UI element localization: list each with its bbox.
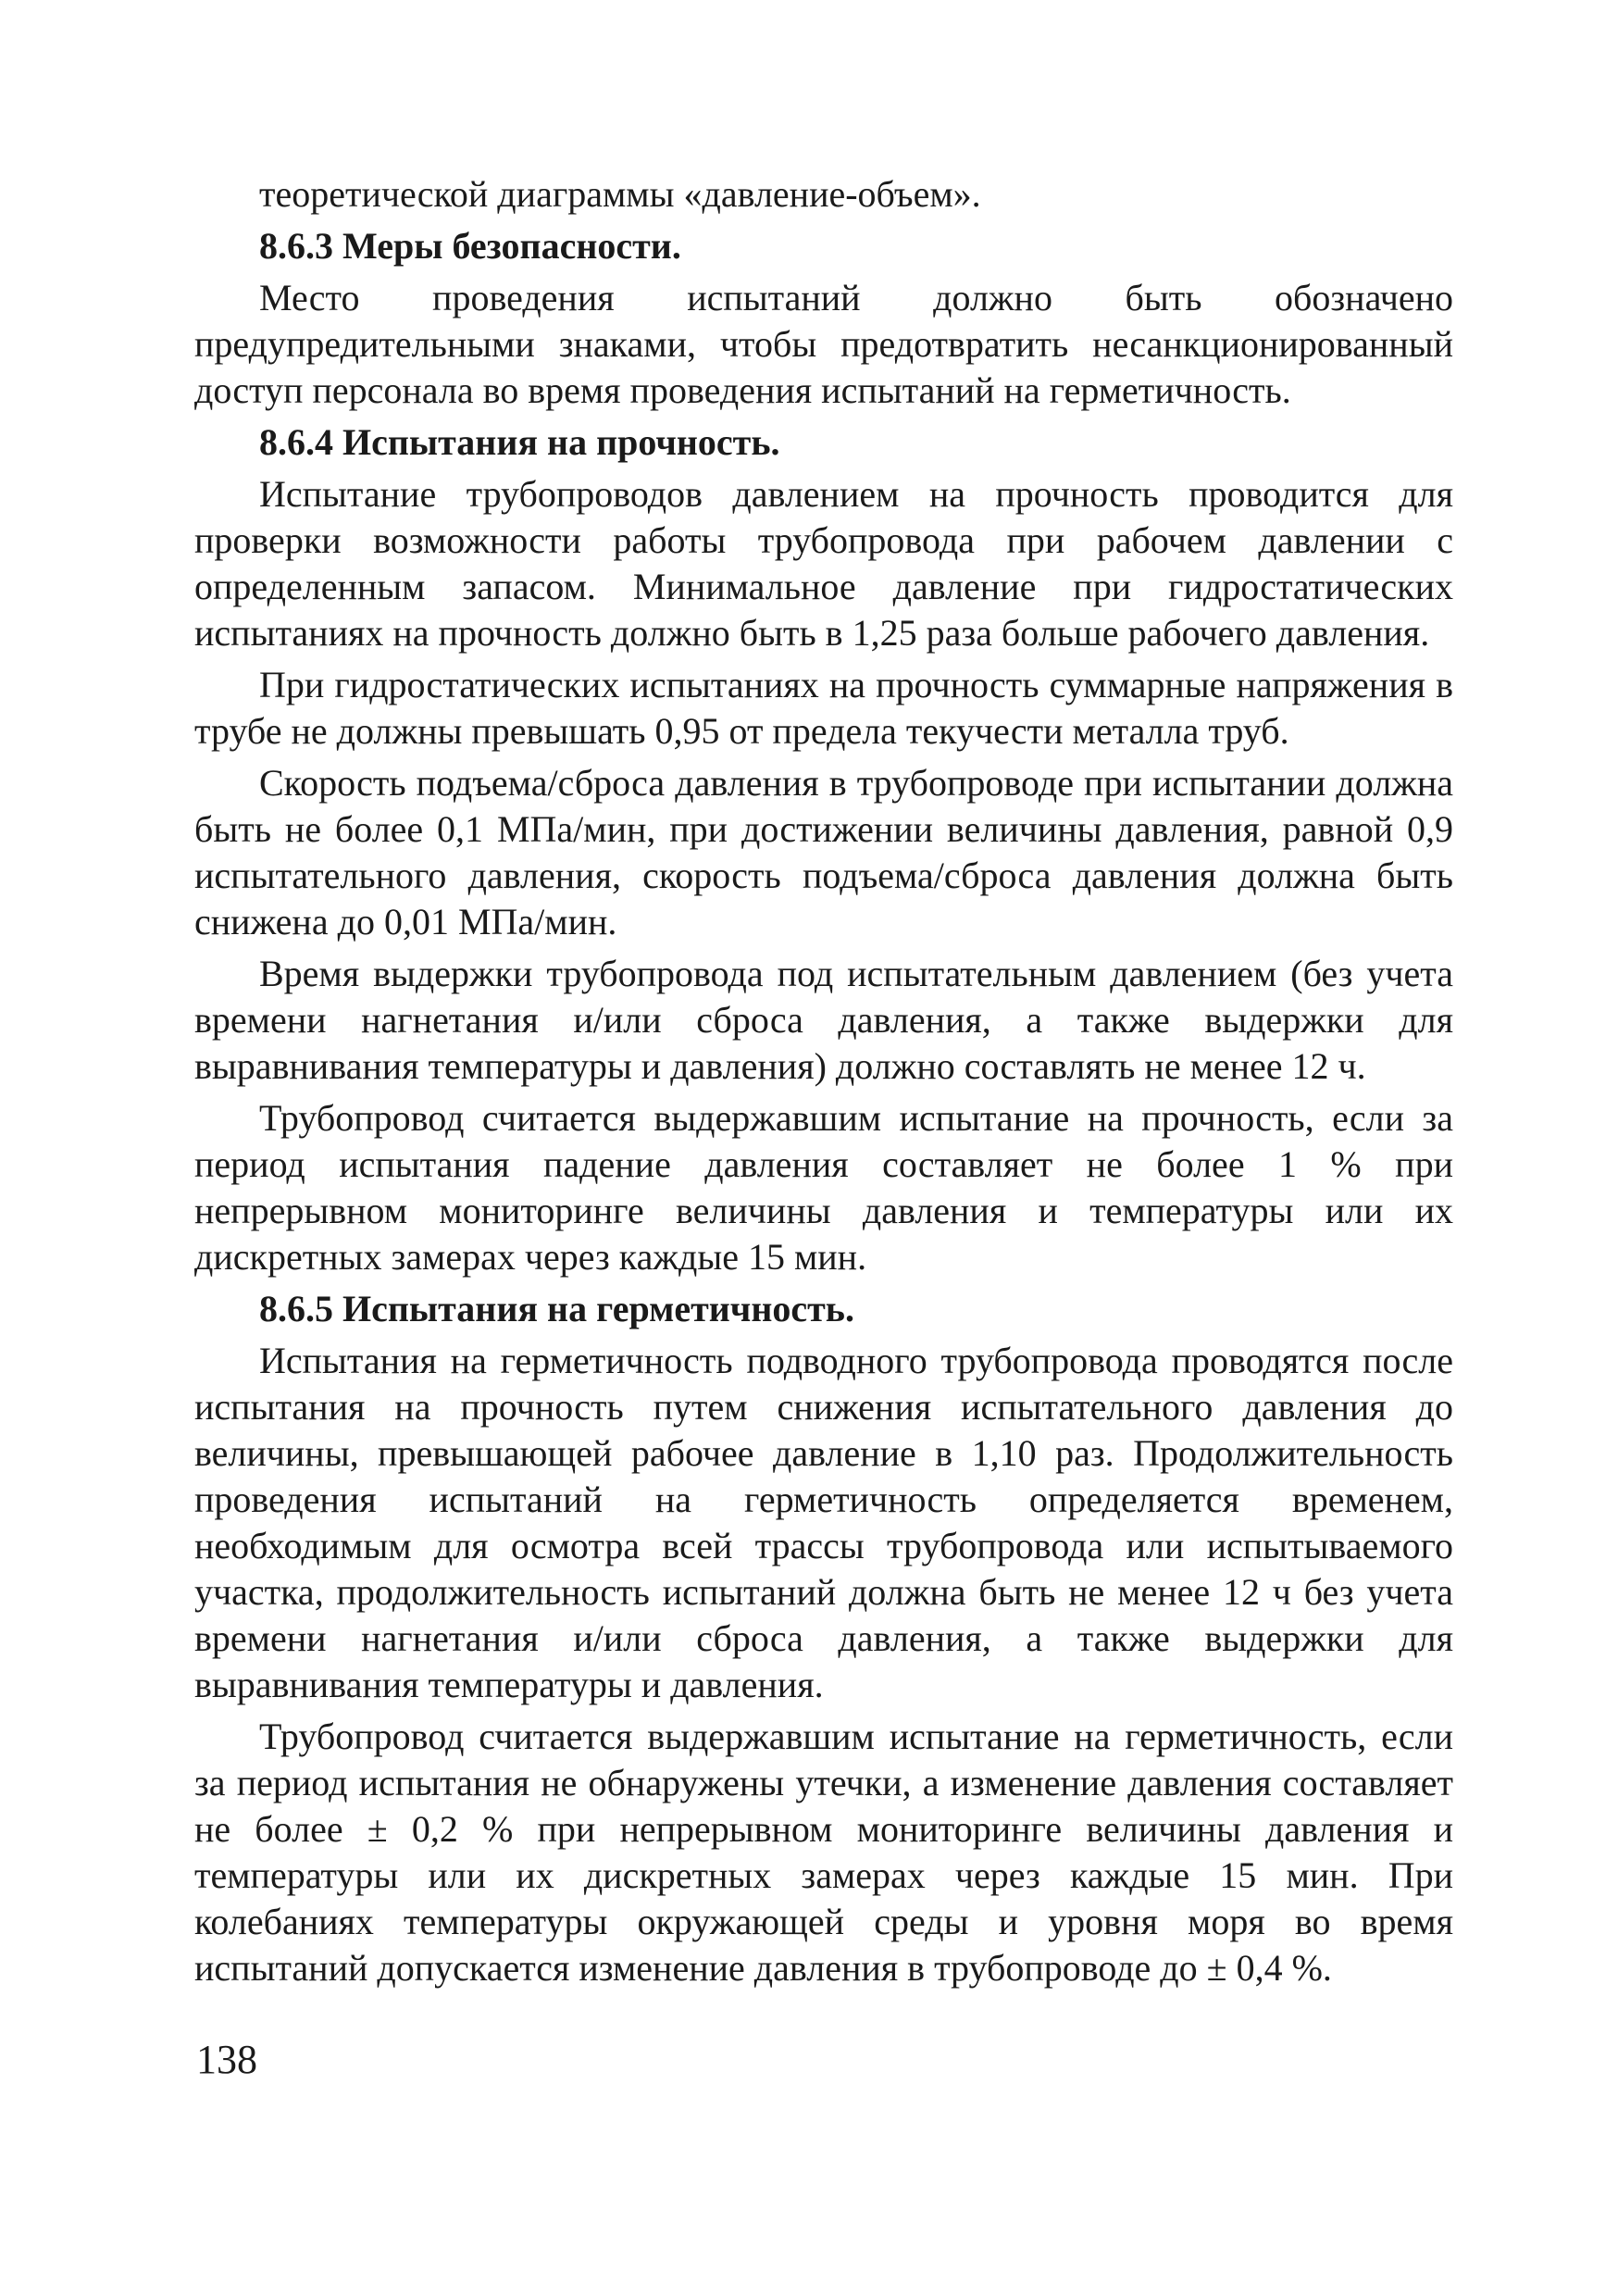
section-heading-8-6-3: 8.6.3 Меры безопасности. (259, 225, 681, 267)
page-number: 138 (196, 2037, 257, 2082)
paragraph-safety: Место проведения испытаний должно быть обозначено предупредительными знаками, чтобы предотвратить несанкционированный доступ персонала во время проведения испытаний на герметичность. (194, 277, 1453, 411)
paragraph-strength-criteria: Трубопровод считается выдержавшим испытание на прочность, если за период испытания падение давления составляет не более 1 % при непрерывном мониторинге величины давления и температуры или их дискретных замерах через каждые 15 мин. (194, 1097, 1453, 1278)
page-body (194, 171, 1453, 1997)
section-heading-8-6-5: 8.6.5 Испытания на герметичность. (259, 1288, 854, 1329)
paragraph-strength-test: Испытание трубопроводов давлением на прочность проводится для проверки возможности работы трубопровода при рабочем давлении с определенным запасом. Минимальное давление при гидростатических испытаниях на прочность должно быть в 1,25 раза больше рабочего давления. (194, 473, 1453, 654)
paragraph-leak-test: Испытания на герметичность подводного трубопровода проводятся после испытания на прочность путем снижения испытательного давления до величины, превышающей рабочее давление в 1,10 раз. Продолжительность проведения испытаний на герметичность определяется временем, необходимым для осмотра всей трассы трубопровода или испытываемого участка, продолжительность испытаний должна быть не менее 12 ч без учета времени нагнетания и/или сброса давления, а также выдержки для выравнивания температуры и давления. (194, 1340, 1453, 1705)
paragraph-continuation: теоретической диаграммы «давление-объем». (259, 173, 981, 215)
paragraph-hold-time: Время выдержки трубопровода под испытательным давлением (без учета времени нагнетания и/или сброса давления, а также выдержки для выравнивания температуры и давления) должно составлять не менее 12 ч. (194, 953, 1453, 1087)
section-heading-8-6-4: 8.6.4 Испытания на прочность. (259, 421, 780, 463)
paragraph-hydrostatic-stress: При гидростатических испытаниях на прочность суммарные напряжения в трубе не должны превышать 0,95 от предела текучести металла труб. (194, 664, 1453, 752)
paragraph-pressure-rate: Скорость подъема/сброса давления в трубопроводе при испытании должна быть не более 0,1 МПа/мин, при достижении величины давления, равной 0,9 испытательного давления, скорость подъема/сброса давления должна быть снижена до 0,01 МПа/мин. (194, 762, 1453, 942)
paragraph-leak-criteria: Трубопровод считается выдержавшим испытание на герметичность, если за период испытания не обнаружены утечки, а изменение давления составляет не более ± 0,2 % при непрерывном мониторинге величины давления и температуры или их дискретных замерах через каждые 15 мин. При колебаниях температуры окружающей среды и уровня моря во время испытаний допускается изменение давления в трубопроводе до ± 0,4 %. (194, 1716, 1453, 1989)
